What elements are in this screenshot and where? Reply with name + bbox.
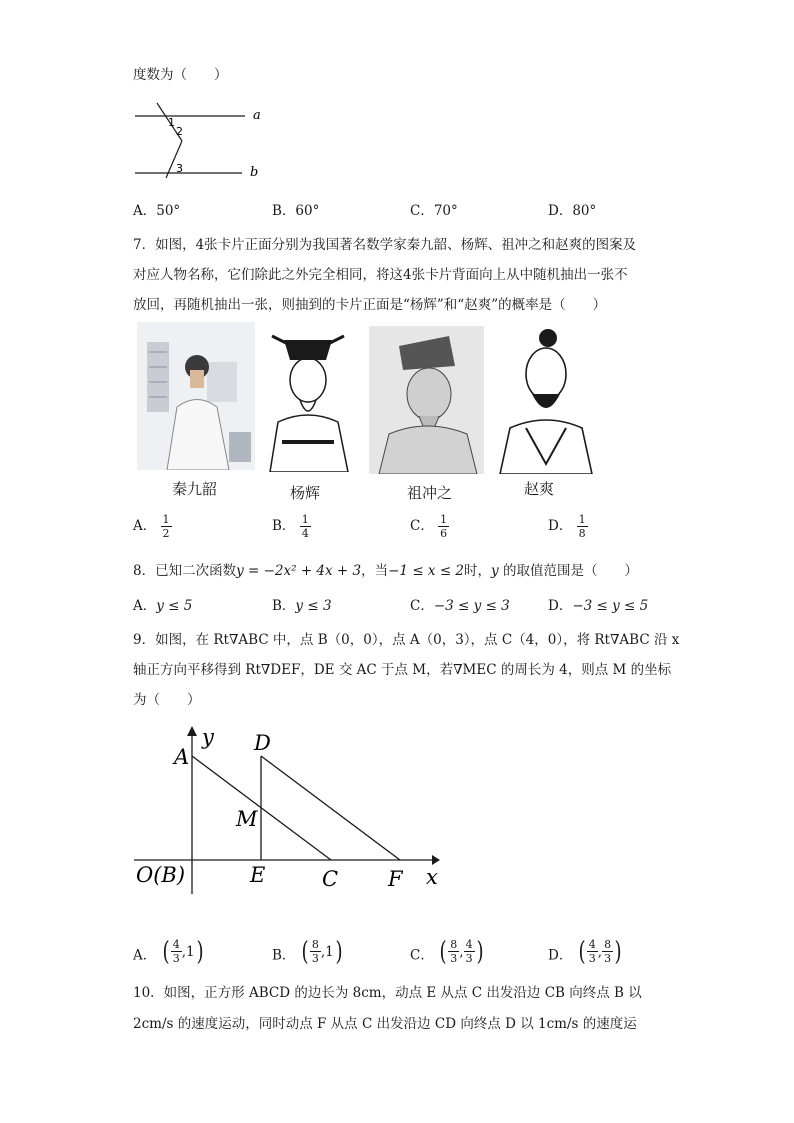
card-label-qin-jiushao: 秦九韶	[172, 480, 218, 498]
q8-option-d: D．−3 ≤ y ≤ 5	[548, 598, 649, 614]
angle-2-label: 2	[176, 125, 183, 138]
q7-line-3: 放回，再随机抽出一张，则抽到的卡片正面是“杨辉”和“赵爽”的概率是（ ）	[133, 297, 607, 313]
q6-option-a: A．50°	[133, 203, 181, 219]
line-b-label: b	[250, 165, 259, 180]
q6-option-d: D．80°	[548, 203, 597, 219]
portrait-zhao-shuang	[496, 324, 596, 474]
q8-option-a: A．y ≤ 5	[133, 598, 193, 614]
q7-option-a: A． $\frac{1}{2}$	[133, 513, 170, 540]
q9-option-d: D． ( $\frac{4}{3}$ , $\frac{8}{3}$ )	[548, 936, 622, 967]
q10-line-2: 2cm/s 的速度运动，同时动点 F 从点 C 出发沿边 CD 向终点 D 以 1cm/s 的速度运	[133, 1016, 637, 1032]
card-label-yang-hui: 杨辉	[290, 484, 321, 502]
axis-x-label: x	[426, 865, 438, 889]
q8-option-b: B．y ≤ 3	[272, 598, 332, 614]
line-a-label: a	[253, 108, 261, 123]
q9-line-1: 9．如图，在 Rt∇ABC 中，点 B（0，0），点 A（0，3），点 C（4，0），将 Rt∇ABC 沿 x	[133, 632, 680, 648]
q9-line-2: 轴正方向平移得到 Rt∇DEF，DE 交 AC 于点 M，若∇MEC 的周长为 4，则点 M 的坐标	[133, 662, 672, 678]
q7-option-c: C． $\frac{1}{6}$	[410, 513, 448, 540]
portrait-yang-hui	[262, 322, 354, 472]
axis-y-label: y	[202, 725, 214, 749]
q8-stem: 8．已知二次函数y = −2x² + 4x + 3，当−1 ≤ x ≤ 2时，y 的取值范围是（ ）	[133, 563, 638, 579]
q9-line-3: 为（ ）	[133, 692, 201, 708]
card-label-zu-chongzhi: 祖冲之	[407, 484, 453, 502]
portrait-zu-chongzhi	[369, 326, 484, 474]
point-e-label: E	[250, 863, 266, 887]
portrait-qin-jiushao	[137, 322, 255, 470]
point-c-label: C	[322, 867, 339, 891]
q6-option-b: B．60°	[272, 203, 320, 219]
q7-line-2: 对应人物名称，它们除此之外完全相同，将这4张卡片背面向上从中随机抽出一张不	[133, 267, 628, 283]
angle-1-label: 1	[168, 116, 175, 129]
angle-3-label: 3	[176, 162, 183, 175]
triangle-translation-figure	[128, 722, 448, 900]
q7-line-1: 7．如图，4张卡片正面分别为我国著名数学家秦九韶、杨辉、祖冲之和赵爽的图案及	[133, 237, 637, 253]
point-f-label: F	[388, 867, 403, 891]
parallel-lines-figure	[130, 100, 270, 182]
q10-line-1: 10．如图，正方形 ABCD 的边长为 8cm，动点 E 从点 C 出发沿边 CB 向终点 B 以	[133, 985, 642, 1001]
q9-option-c: C． ( $\frac{8}{3}$ , $\frac{4}{3}$ )	[410, 936, 484, 967]
q7-option-b: B． $\frac{1}{4}$	[272, 513, 309, 540]
q8-option-c: C．−3 ≤ y ≤ 3	[410, 598, 510, 614]
q6-option-c: C．70°	[410, 203, 458, 219]
q9-option-b: B． ( $\frac{8}{3}$ , 1 )	[272, 936, 343, 967]
q9-option-a: A． ( $\frac{4}{3}$ , 1 )	[133, 936, 204, 967]
card-label-zhao-shuang: 赵爽	[524, 480, 555, 498]
point-a-label: A	[174, 745, 190, 769]
point-m-label: M	[236, 807, 258, 831]
point-d-label: D	[254, 731, 271, 755]
q7-option-d: D． $\frac{1}{8}$	[548, 513, 586, 540]
point-o-label: O(B)	[136, 863, 186, 887]
q6-tail: 度数为（ ）	[133, 67, 228, 83]
